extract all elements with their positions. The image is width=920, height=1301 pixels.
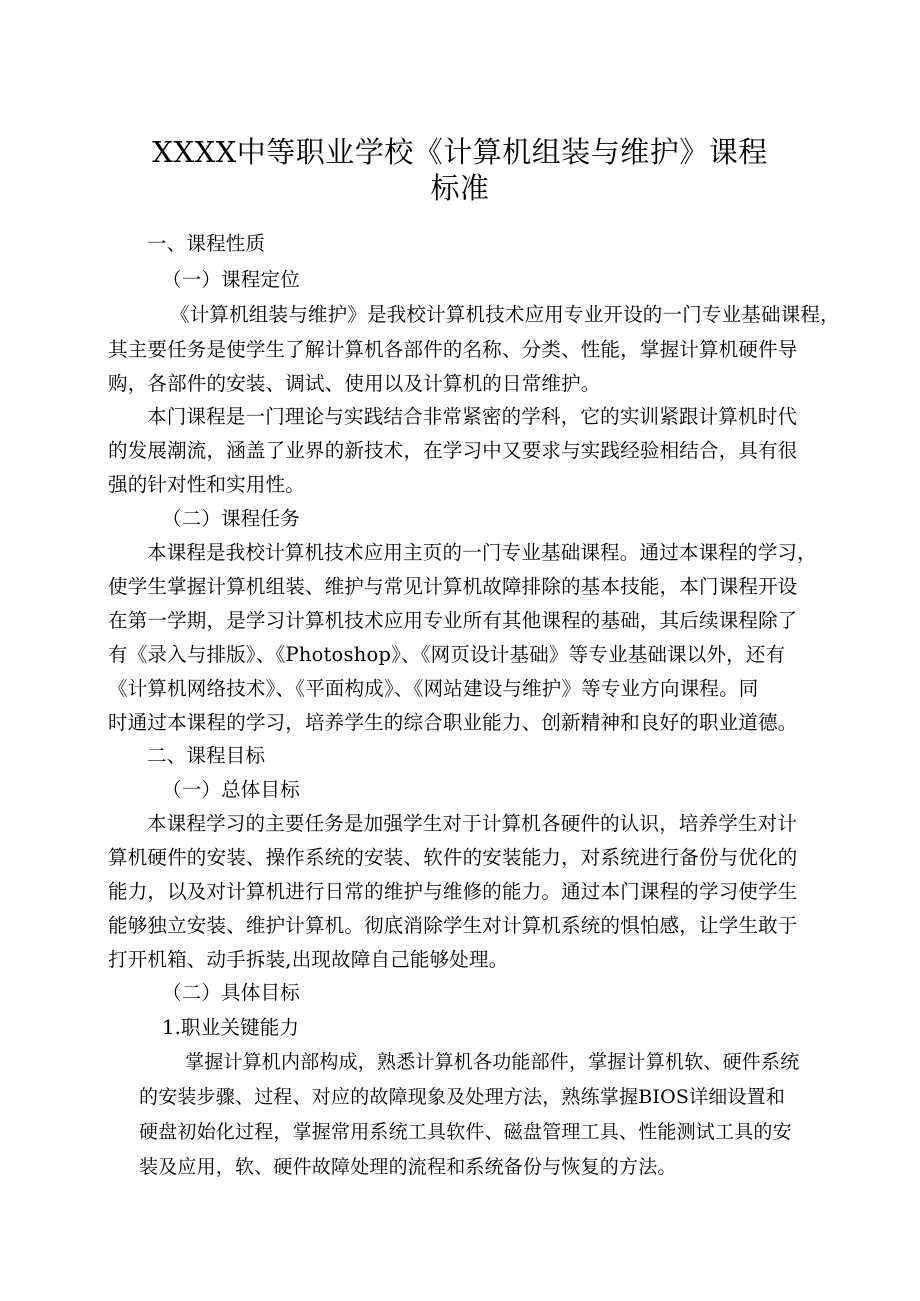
paragraph-line: 的发展潮流，涵盖了业界的新技术，在学习中又要求与实践经验相结合，具有很 xyxy=(108,439,798,462)
section-heading-nature: 一、课程性质 xyxy=(147,232,266,255)
paragraph-line: 强的针对性和实用性。 xyxy=(108,473,306,496)
paragraph-line: 时通过本课程的学习，培养学生的综合职业能力、创新精神和良好的职业道德。 xyxy=(108,711,798,734)
paragraph-line: 本门课程是一门理论与实践结合非常紧密的学科，它的实训紧跟计算机时代 xyxy=(147,405,798,428)
paragraph-line: 的安装步骤、过程、对应的故障现象及处理方法，熟练掌握BIOS详细设置和 xyxy=(139,1086,786,1108)
subsection-heading-task: （二）课程任务 xyxy=(162,507,300,530)
paragraph-line: 购，各部件的安装、调试、使用以及计算机的日常维护。 xyxy=(108,372,601,395)
paragraph-line: 打开机箱、动手拆装,出现故障自己能够处理。 xyxy=(108,948,509,971)
paragraph-line: 《计算机组装与维护》是我校计算机技术应用专业开设的一门专业基础课程， xyxy=(170,303,840,326)
subsection-heading-overall: （一）总体目标 xyxy=(162,778,300,801)
paragraph-line: 本课程学习的主要任务是加强学生对于计算机各硬件的认识，培养学生对计 xyxy=(147,812,798,835)
paragraph-line: 算机硬件的安装、操作系统的安装、软件的安装能力，对系统进行备份与优化的 xyxy=(108,846,798,869)
paragraph-line: 有《录入与排版》、《Photoshop》、《网页设计基础》等专业基础课以外，还有 xyxy=(108,643,786,666)
paragraph-line: 在第一学期，是学习计算机技术应用专业所有其他课程的基础，其后续课程除了 xyxy=(108,609,798,632)
subsection-heading-position: （一）课程定位 xyxy=(162,268,300,291)
document-title-line-1: XXXX中等职业学校《计算机组装与维护》课程 xyxy=(152,135,768,169)
paragraph-line: 硬盘初始化过程，掌握常用系统工具软件、磁盘管理工具、性能测试工具的安 xyxy=(139,1121,792,1143)
paragraph-line: 装及应用，软、硬件故障处理的流程和系统备份与恢复的方法。 xyxy=(139,1156,677,1178)
subsection-heading-specific: （二）具体目标 xyxy=(162,981,300,1004)
paragraph-line: 能够独立安装、维护计算机。彻底消除学生对计算机系统的惧怕感，让学生敢于 xyxy=(108,914,798,937)
paragraph-line: 本课程是我校计算机技术应用主页的一门专业基础课程。通过本课程的学习， xyxy=(147,541,817,564)
paragraph-line: 使学生掌握计算机组装、维护与常见计算机故障排除的基本技能，本门课程开设 xyxy=(108,575,798,598)
paragraph-line: 《计算机网络技术》、《平面构成》、《网站建设与维护》等专业方向课程。同 xyxy=(108,677,759,700)
item-heading-key-ability: 1.职业关键能力 xyxy=(162,1016,300,1039)
paragraph-line: 掌握计算机内部构成，熟悉计算机各功能部件，掌握计算机软、硬件系统 xyxy=(185,1051,800,1073)
paragraph-line: 能力，以及对计算机进行日常的维护与维修的能力。通过本门课程的学习使学生 xyxy=(108,880,798,903)
section-heading-goal: 二、课程目标 xyxy=(147,744,266,767)
paragraph-line: 其主要任务是使学生了解计算机各部件的名称、分类、性能，掌握计算机硬件导 xyxy=(108,338,798,361)
document-title-line-2: 标准 xyxy=(430,171,490,205)
